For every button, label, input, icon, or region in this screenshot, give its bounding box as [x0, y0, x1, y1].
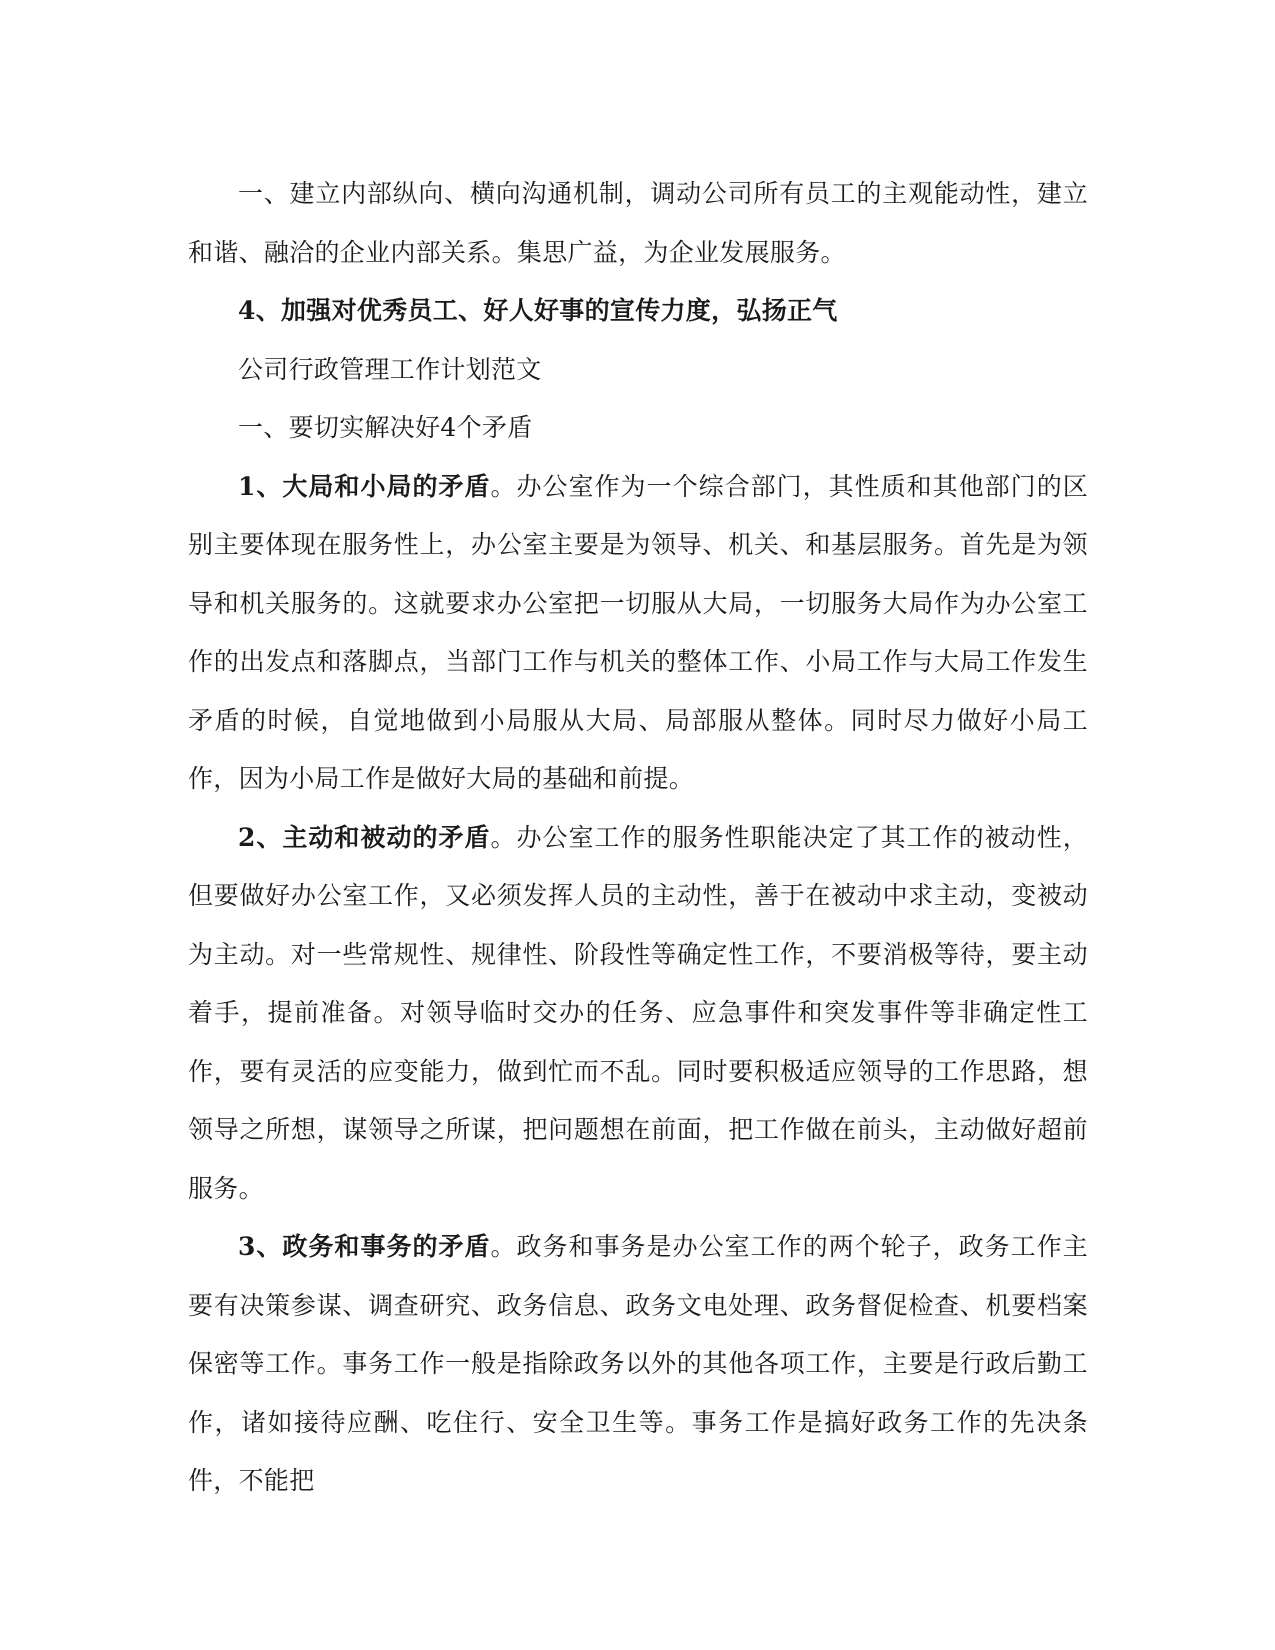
paragraph-communication-mechanism: 一、建立内部纵向、横向沟通机制，调动公司所有员工的主观能动性，建立和谐、融洽的企业内部关系。集思广益，为企业发展服务。	[188, 179, 1088, 267]
section-heading-four-contradictions: 一、要切实解决好4个矛盾	[238, 413, 533, 442]
section-title-admin-plan: 公司行政管理工作计划范文	[238, 354, 542, 384]
paragraph-lead-government-vs-affairs: 3、政务和事务的矛盾	[238, 1232, 491, 1261]
paragraph-body-active-vs-passive: 。办公室工作的服务性职能决定了其工作的被动性，但要做好办公室工作，又必须发挥人员的主动性，善于在被动中求主动，变被动为主动。对一些常规性、规律性、阶段性等确定性工作，不要消极等待，要主动着手，提前准备。对领导临时交办的任务、应急事件和突发事件等非确定性工作，要有灵活的应变能力，做到忙而不乱。同时要积极适应领导的工作思路，想领导之所想，谋领导之所谋，把问题想在前面，把工作做在前头，主动做好超前服务。	[188, 822, 1088, 1203]
heading-promote-excellent-staff: 4、加强对优秀员工、好人好事的宣传力度，弘扬正气	[238, 296, 838, 325]
paragraph-body-government-vs-affairs: 。政务和事务是办公室工作的两个轮子，政务工作主要有决策参谋、调查研究、政务信息、政务文电处理、政务督促检查、机要档案保密等工作。事务工作一般是指除政务以外的其他各项工作，主要是行政后勤工作，诸如接待应酬、吃住行、安全卫生等。事务工作是搞好政务工作的先决条件，不能把	[188, 1232, 1088, 1495]
paragraph-body-overall-vs-local: 。办公室作为一个综合部门，其性质和其他部门的区别主要体现在服务性上，办公室主要是为领导、机关、和基层服务。首先是为领导和机关服务的。这就要求办公室把一切服从大局，一切服务大局作为办公室工作的出发点和落脚点，当部门工作与机关的整体工作、小局工作与大局工作发生矛盾的时候，自觉地做到小局服从大局、局部服从整体。同时尽力做好小局工作，因为小局工作是做好大局的基础和前提。	[188, 471, 1088, 793]
paragraph-lead-overall-vs-local: 1、大局和小局的矛盾	[238, 471, 491, 501]
paragraph-overall-vs-local	[188, 458, 1088, 809]
document-body	[188, 165, 1088, 1511]
paragraph-lead-active-vs-passive: 2、主动和被动的矛盾	[238, 822, 491, 852]
paragraph-active-vs-passive	[188, 809, 1088, 1219]
paragraph-government-vs-affairs	[188, 1218, 1088, 1511]
